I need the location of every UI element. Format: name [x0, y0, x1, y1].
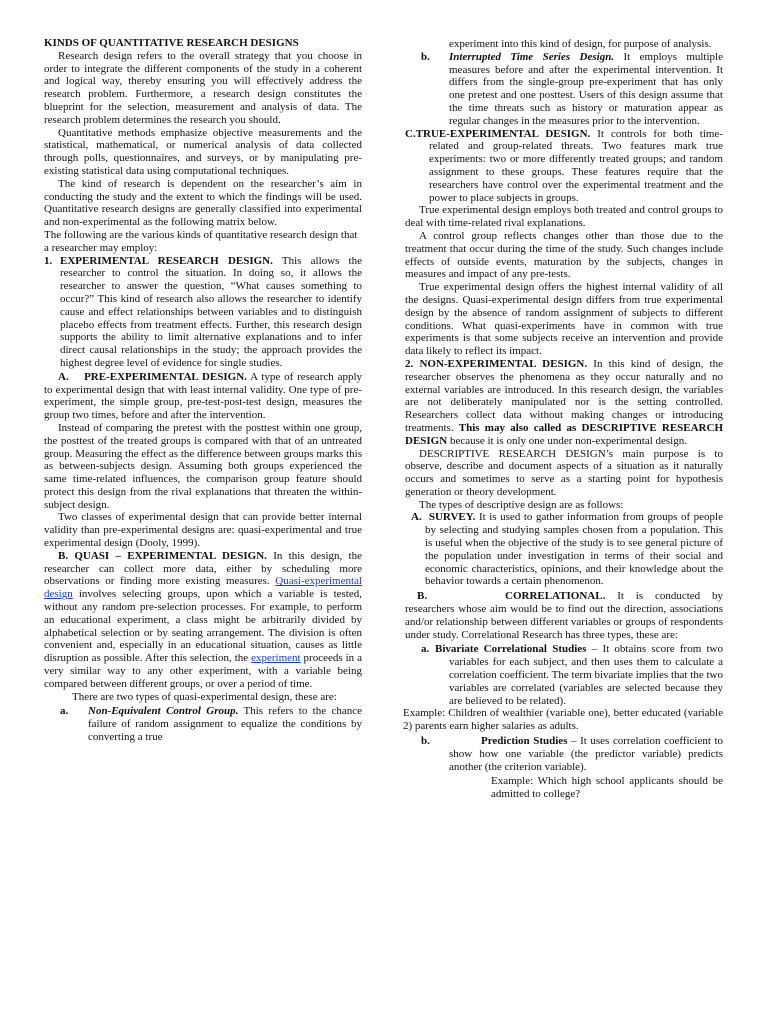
subsection-quasi-experimental [44, 550, 362, 691]
item-heading: Non-Equivalent Control Group. [88, 705, 239, 718]
item-heading: Interrupted Time Series Design. [449, 50, 615, 63]
item-heading: CORRELATIONAL. [505, 590, 606, 603]
paragraph: The following are the various kinds of quantitative research design that a researcher may employ: [44, 228, 358, 254]
item-heading: SURVEY. [428, 511, 476, 524]
quasi-experimental-link[interactable]: Quasi-experimental design [44, 575, 362, 601]
paragraph: Two classes of experimental design that can provide better internal validity than pre-experimental designs are: quasi-experimental and true experimental design (Dooly, 1999). [44, 511, 362, 550]
page-title: KINDS OF QUANTITATIVE RESEARCH DESIGNS [44, 37, 299, 49]
item-label: b. [421, 50, 430, 63]
subsection-text: A type of research apply to experimental design that with least internal validity. One type of pre-experiment, the simple group, pre-test-post-test design, measures the group two times, before and after the intervention. [44, 370, 363, 422]
item-text: This refers to the chance failure of random assignment to equalize the conditions by converting a true [88, 705, 362, 744]
item-heading: Prediction Studies [481, 735, 568, 748]
item-label: a. [60, 705, 69, 718]
left-column [44, 37, 362, 744]
item-interrupted-time-series [405, 51, 723, 128]
paragraph: Research design refers to the overall strategy that you choose in order to integrate the different components of the study in a coherent and logical way, thereby ensuring you will effectively address the research problem. Furthermore, a research design constitutes the blueprint for the selection, measurement and analysis of data. The research problem determines the research you should. [44, 49, 362, 126]
item-text: It is conducted by researchers whose aim would be to find out the direction, associations and/or relationship between different variables or groups of respondents under study. Correlational Research has three types, these are: [405, 590, 723, 641]
item-label: b. [421, 735, 430, 748]
example-text: Example: Which high school applicants should be admitted to college? [491, 775, 723, 801]
item-non-equivalent [44, 705, 362, 743]
section-non-experimental [405, 358, 723, 448]
paragraph: DESCRIPTIVE RESEARCH DESIGN’s main purpose is to observe, describe and document aspects of a situation as it naturally occurs and sometimes to serve as a starting point for hypothesis generation or theory development. [405, 447, 723, 498]
subsection-text: proceeds in a very similar way to any other experiment, with a variable being compared between different groups, or over a period of time. [44, 652, 362, 690]
section-text: because it is only one under non-experimental design. [447, 434, 687, 447]
section-experimental [44, 255, 362, 370]
paragraph: True experimental design offers the highest internal validity of all the designs. Quasi-experimental design differs from true experimental design by the absence of random assignment of subjects to different conditions. What quasi-experiments have in common with true experiments is that some subjects receive an intervention and provide data likely to reflect its impact. [405, 281, 723, 358]
item-label: B. [417, 590, 428, 603]
section-heading: 2. NON-EXPERIMENTAL DESIGN. [405, 357, 588, 370]
item-text: – It obtains score from two variables for each subject, and then uses them to calculate a correlation coefficient. The term bivariate implies that the two variables are correlated (variables are selected because they are believed to be related). [449, 643, 723, 707]
item-bivariate [405, 643, 723, 707]
paragraph: True experimental design employs both treated and control groups to deal with time-related rival explanations. [405, 204, 723, 230]
subsection-text: It controls for both time-related and group-related threats. Two features mark true experiments: two or more differently treated groups; and random assignment to these groups. These features require that the researchers have control over the experimental treatment and the power to place subjects in groups. [429, 127, 723, 204]
paragraph: Quantitative methods emphasize objective measurements and the statistical, mathematical, or numerical analysis of data collected through polls, questionnaires, and surveys, or by manipulating pre-existing statistical data using computational techniques. [44, 126, 362, 177]
subsection-heading: B. QUASI – EXPERIMENTAL DESIGN. [58, 549, 267, 562]
paragraph: Instead of comparing the pretest with the posttest within one group, the posttest of the treated groups is compared with that of an untreated group. Measuring the effect as the difference between groups marks this as between-subjects design. Assuming both groups experienced the same time-related influences, the comparison group feature should protect this design from the rival explanations that threaten the within-subject design. [44, 421, 362, 511]
item-survey [405, 511, 723, 588]
subsection-heading: C.TRUE-EXPERIMENTAL DESIGN. [405, 127, 591, 140]
paragraph: There are two types of quasi-experimental design, these are: [72, 690, 337, 703]
item-continuation: experiment into this kind of design, for purpose of analysis. [449, 38, 712, 50]
subsection-pre-experimental [44, 371, 362, 422]
item-text: It is used to gather information from groups of people by selecting and studying samples chosen from a population. This is useful when the objective of the study is to see general picture of the population under investigation in terms of their social and economic characteristics, opinions, and their knowledge about the behavior towards a certain phenomenon. [425, 511, 723, 588]
item-heading: Bivariate Correlational Studies [435, 643, 587, 656]
experiment-link[interactable]: experiment [251, 652, 301, 665]
item-text: – It uses correlation coefficient to show how one variable (the predictor variable) predicts another (the criterion variable). [449, 735, 724, 773]
item-label: a. [421, 643, 430, 656]
section-number: 1. [44, 254, 53, 267]
subsection-true-experimental [405, 128, 723, 205]
example-text: Example: Children of wealthier (variable one), better educated (variable 2) parents earn higher salaries as adults. [403, 707, 723, 733]
paragraph: The types of descriptive design are as follows: [419, 498, 624, 511]
subsection-label: A. [58, 370, 69, 383]
section-emphasis: This may also called as DESCRIPTIVE RESEARCH DESIGN [405, 421, 723, 447]
paragraph: A control group reflects changes other than those due to the treatment that occur during the time of the study. Such changes include effects of outside events, maturation by the subjects, changes in measures and impact of any pre-tests. [405, 229, 723, 281]
subsection-heading: PRE-EXPERIMENTAL DESIGN. [84, 370, 247, 383]
section-text: This allows the researcher to control the situation. In doing so, it allows the researcher to answer the question, “What causes something to occur?” This kind of research also allows the researcher to identify cause and effect relationships between variables and to distinguish placebo effects from treatment effects. Further, this research design supports the ability to limit alternative explanations and to infer direct causal relationships in the study; the approach provides the highest degree level of evidence for single studies. [60, 254, 362, 369]
right-column [405, 37, 723, 801]
section-text: In this kind of design, the researcher observes the phenomena as they occur naturally and no external variables are introduced. In this research design, the variables are not deliberately manipulated nor is the setting controlled. Researchers collect data without making changes or introducing treatments. [405, 357, 723, 434]
section-heading: EXPERIMENTAL RESEARCH DESIGN. [60, 254, 273, 267]
paragraph: The kind of research is dependent on the researcher’s aim in conducting the study and the extent to which the findings will be used. Quantitative research designs are generally classified into experimental and non-experimental as the following matrix below. [44, 177, 362, 229]
subsection-text: involves selecting groups, upon which a variable is tested, without any random pre-selection processes. For example, to perform an educational experiment, a class might be arbitrarily divided by alphabetical selection or by seating arrangement. The division is often convenient and, especially in an educational situation, causes as little disruption as possible. After this selection, the [44, 588, 362, 665]
subsection-text: In this design, the researcher can collect more data, either by scheduling more observations or finding more existing measures. [44, 549, 362, 588]
item-label: A. [411, 511, 422, 524]
item-text: It employs multiple measures before and after the experimental intervention. It differs from the single-group pre-experiment that has only one pretest and one posttest. Users of this design assume that the time threats such as history or maturation appear as regular changes in the measures prior to the intervention. [449, 50, 723, 127]
item-prediction [405, 735, 723, 773]
item-correlational [405, 590, 723, 641]
